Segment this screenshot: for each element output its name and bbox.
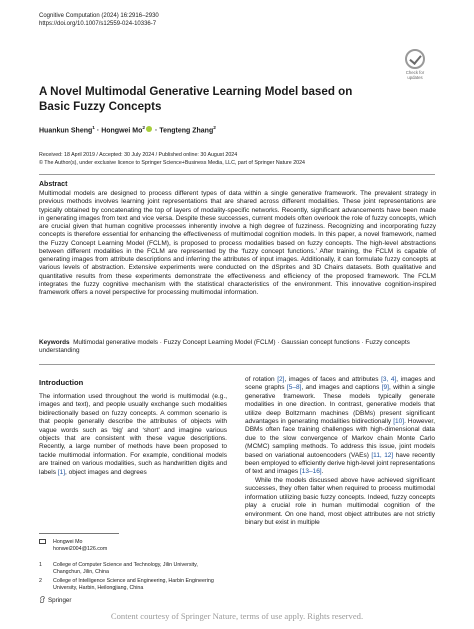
keywords-label: Keywords [39, 339, 70, 346]
received-dates: Received: 18 April 2019 / Accepted: 30 July 2024 / Published online: 30 August 2024 [39, 152, 238, 158]
citation-link[interactable]: [2] [277, 376, 285, 383]
abstract-text: Multimodal models are designed to process different types of data within a single generative framework. The prevalent strategy in previous methods involves learning joint representations that are shared across different modalities. These joint representations are typically obtained by concatenating the top of layers of modality-specific networks. Recently, significant advancements have been made in generating images from text and vice versa. Despite these successes, current models often overlook the role of fuzzy concepts, which are crucial given that human cognitive processes inherently involve a high degree of fuzziness. Recognizing and incorporating fuzzy concepts is therefore essential for enhancing the effectiveness of multimodal cognition models. In this paper, a novel framework, named the Fuzzy Concept Learning Model (FCLM), is proposed to process modalities based on fuzzy concepts. The high-level abstractions between different modalities in the FCLM are represented by the ‘fuzzy concept functions.’ After training, the FCLM is capable of generating images from attribute descriptions and inferring the attributes of input images. Additionally, it can formulate fuzzy concepts at various levels of abstraction. Extensive experiments were conducted on the dSprites and 3D Chairs datasets. Both qualitative and quantitative results from these experiments demonstrate the effectiveness and efficiency of the proposed framework. The FCLM integrates the fuzzy cognitive mechanism with the statistical characteristics of the environment. This innovative cognition-inspired framework offers a novel perspective for processing multimodal information. [39, 190, 436, 296]
divider [39, 364, 435, 365]
doi-link[interactable]: https://doi.org/10.1007/s12559-024-10336-7 [39, 21, 157, 27]
keywords [39, 339, 436, 355]
publication-dates [39, 152, 439, 167]
abstract-heading: Abstract [39, 181, 68, 188]
publisher-logo: Springer [39, 596, 71, 605]
citation-link[interactable]: [1] [57, 468, 66, 476]
citation-link[interactable]: [3, 4] [381, 376, 397, 383]
citation-link[interactable]: [11, 12] [371, 451, 394, 459]
citation-link[interactable]: [5–8] [286, 384, 302, 392]
author-name[interactable]: Tengteng Zhang [159, 127, 214, 135]
introduction-column-1: The information used throughout the world is multimodal (e.g., images and text), and people usually exchange such modalities bidirectionally based on fuzzy concepts. A common scenario is that people generally describe the attributes of objects with vague words such as ‘big’ and ‘short’ and imagine various objects that are consistent with these vague descriptions. Recently, a large number of methods have been proposed to tackle multimodal information. For example, conditional models are trained on various modalities, such as handwritten digits and labels [1], object images and degrees [39, 393, 227, 476]
footnote-divider [39, 533, 119, 534]
copyright-line: © The Author(s), under exclusive licence to Springer Science+Business Media, LLC, part of Springer Nature 2024 [39, 159, 305, 166]
check-updates-icon [405, 49, 425, 69]
affiliation-mark: 2 [142, 126, 146, 131]
affiliation-mark: 2 [213, 126, 216, 131]
check-updates-label: Check for updates [405, 70, 425, 80]
author-name[interactable]: Huankun Sheng [39, 127, 93, 135]
article-page: Cognitive Computation (2024) 16:2916–2930 https://doi.org/10.1007/s12559-024-10336-7 Check for updates A Novel Multimodal Generative Learning Model based on Basic Fuzzy Concepts Huankun Sheng$^1$ · Hongwei $Mo^2$ · Tengteng Zhang$^2$ Received: 18 April 2019 / Accepted: 30 July 2024 / Published online: 30 August 2024 © The Author(s), under exclusive licence to Springer Science+Business Media, LLC, part of Springer Nature 2024 Abstract Multimodal models are designed to process different types of data within a single generative framework. The prevalent strategy in previous methods involves learning joint representations that are shared across different modalities. These joint representations are typically obtained by concatenating the top of layers of modality-specific networks. Recently, significant advancements have been made in generating images from text and vice versa. Despite these successes, current models often overlook the role of fuzzy concepts, which are crucial given that human cognitive processes inherently involve a high degree of fuzziness. Recognizing and incorporating fuzzy concepts is therefore essential for enhancing the effectiveness of multimodal cognition models. In this paper, a novel framework, named the Fuzzy Concept Learning Model (FCLM), is proposed to process modalities based on fuzzy concepts. The high-level abstractions between different modalities in the FCLM are represented by the ‘fuzzy concept functions.’ After training, the FCLM is capable of generating images from attribute descriptions and inferring the attributes of input images. Additionally, it can formulate fuzzy concepts at various levels of abstraction. Extensive experiments were conducted on the dSprites and 3D Chairs datasets. Both qualitative and quantitative results from these experiments demonstrate the effectiveness and efficiency of the proposed framework. The FCLM integrates the fuzzy cognitive mechanism with the statistical characteristics of the environment. This innovative cognition-inspired framework offers a novel perspective for processing multimodal information. Keywords Multimodal generative models · Fuzzy Concept Learning Model (FCLM) · Gaussian concept functions · Fuzzy concepts understanding Introduction The information used throughout the world is multimodal (e.g., images and text), and people usually exchange such modalities bidirectionally based on fuzzy concepts. A common scenario is that people generally describe the attributes of objects with vague words such as ‘big’ and ‘short’ and imagine various objects that are consistent with these vague descriptions. Recently, a large number of methods have been proposed to tackle multimodal information. For example, conditional models are trained on various modalities, such as handwritten digits and labels [1], object images and degrees of rotation [2], images of faces and attributes [3, 4], images and scene graphs [5–8], and images and captions [9], within a single generative framework. These models typically generate modalities in one direction. In contrast, generative models that utilize deep Boltzmann machines (DBMs) present significant advantages in generating modalities bidirectionally [10]. However, DBMs often face training challenges with high-dimensional data due to the slow convergence of Markov chain Monte Carlo (MCMC) sampling methods. To address this issue, joint models based on variational autoencoders (VAEs) [11, 12] have recently been employed to efficiently derive high-level joint representations of text and images [13–16]. While the models discussed above have achieved significant successes, they often falter when required to process multimodal information utilizing basic fuzzy concepts. Indeed, fuzzy concepts play a crucial role in human multimodal cognition of the environment. On one hand, most object attributes are not strictly binary but exist in multiple Hongwei Mo honwei2004@126.com 1 College of Computer Science and Technology, Jilin University, Changchun, Jilin, China 2 College of Intelligence Science and Engineering, Harbin Engineering University, Harbin, Heilongjiang, China Springer Content courtesy of Springer Nature, terms of use apply. Rights reserved. [0, 0, 474, 629]
author-name[interactable]: Hongwei Mo [101, 127, 143, 135]
keywords-text: Multimodal generative models · Fuzzy Concept Learning Model (FCLM) · Gaussian concept functions · Fuzzy concepts understanding [39, 339, 410, 355]
introduction-heading: Introduction [39, 378, 84, 387]
citation-link[interactable]: [10] [393, 418, 405, 426]
journal-citation: Cognitive Computation (2024) 16:2916–2930 [39, 13, 159, 19]
courtesy-footer: Content courtesy of Springer Nature, terms of use apply. Rights reserved. [110, 611, 364, 621]
divider [39, 174, 435, 175]
springer-horse-icon [39, 596, 46, 603]
email-link[interactable]: honwei2004@126.com [53, 546, 108, 552]
citation-link[interactable]: [13–16] [299, 468, 322, 476]
paper-title: A Novel Multimodal Generative Learning Model based on Basic Fuzzy Concepts [39, 85, 353, 113]
corresponding-name: Hongwei Mo [53, 539, 83, 545]
envelope-icon [39, 539, 46, 544]
journal-header [39, 12, 369, 28]
citation-link[interactable]: [9] [381, 384, 389, 392]
orcid-icon[interactable] [146, 126, 152, 132]
author-list: Huankun Sheng$^1$ · Hongwei $Mo^2$ · Tengteng Zhang$^2$ [39, 126, 216, 135]
check-for-updates-badge[interactable] [397, 49, 433, 80]
paragraph: While the models discussed above have achieved significant successes, they often falter when required to process multimodal information utilizing basic fuzzy concepts. Indeed, fuzzy concepts play a crucial role in human multimodal cognition of the environment. On one hand, most object attributes are not strictly binary but exist in multiple [245, 476, 435, 526]
introduction-column-2 [245, 376, 435, 527]
affiliation-mark: 1 [92, 126, 95, 131]
paragraph: of rotation [2], images of faces and attributes [3, 4], images and scene graphs [5–8], and images and captions [9], within a single generative framework. These models typically generate modalities in one direction. In contrast, generative models that utilize deep Boltzmann machines (DBMs) present significant advantages in generating modalities bidirectionally [10]. However, DBMs often face training challenges with high-dimensional data due to the slow convergence of Markov chain Monte Carlo (MCMC) sampling methods. To address this issue, joint models based on variational autoencoders (VAEs) [11, 12] have recently been employed to efficiently derive high-level joint representations of text and images [13–16]. [245, 376, 436, 476]
